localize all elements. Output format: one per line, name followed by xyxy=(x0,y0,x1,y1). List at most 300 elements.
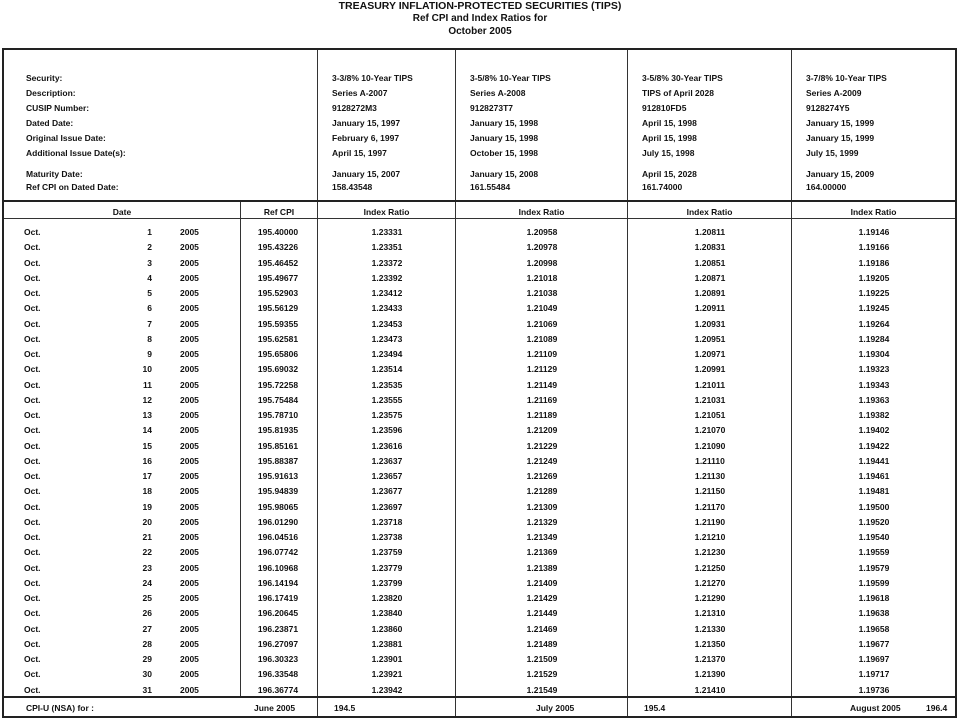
table-row xyxy=(4,286,955,301)
table-row xyxy=(4,500,955,515)
row-index-ratio-4: 1.19245 xyxy=(858,303,890,314)
row-year: 2005 xyxy=(180,272,199,283)
row-index-ratio-4: 1.19166 xyxy=(858,242,890,253)
row-index-ratio-2: 1.21089 xyxy=(526,333,558,344)
row-day: 4 xyxy=(147,272,152,283)
label-security: Security: xyxy=(26,73,63,83)
row-month: Oct. xyxy=(24,272,41,283)
row-ref-cpi: 196.36774 xyxy=(257,684,299,695)
row-index-ratio-2: 1.21169 xyxy=(526,394,558,405)
security-cusip: 9128273T7 xyxy=(470,103,514,113)
row-index-ratio-4: 1.19304 xyxy=(858,349,890,359)
row-index-ratio-1: 1.23535 xyxy=(371,379,403,390)
row-year: 2005 xyxy=(180,364,199,375)
security-dated-date: April 15, 1998 xyxy=(642,118,697,128)
security-maturity: January 15, 2009 xyxy=(806,169,875,179)
row-index-ratio-4: 1.19500 xyxy=(858,501,890,512)
footer-value-1: 194.5 xyxy=(334,703,356,713)
security-column-3 xyxy=(642,71,723,197)
security-original-issue: January 15, 1999 xyxy=(806,133,875,143)
row-index-ratio-3: 1.21090 xyxy=(694,440,726,451)
row-index-ratio-1: 1.23596 xyxy=(371,425,403,436)
row-ref-cpi: 195.88387 xyxy=(257,455,299,466)
label-ref-cpi-dated: Ref CPI on Dated Date: xyxy=(26,182,119,192)
label-additional-issue: Additional Issue Date(s): xyxy=(26,148,126,158)
row-index-ratio-4: 1.19658 xyxy=(858,623,890,634)
row-index-ratio-2: 1.21489 xyxy=(526,638,558,649)
row-index-ratio-2: 1.21229 xyxy=(526,440,558,451)
row-ref-cpi: 196.10968 xyxy=(257,562,299,573)
header-divider xyxy=(4,200,955,202)
row-index-ratio-2: 1.21069 xyxy=(526,318,558,329)
row-ref-cpi: 196.27097 xyxy=(257,638,299,649)
row-day: 26 xyxy=(142,608,152,619)
table-row xyxy=(4,362,955,377)
security-maturity: April 15, 2028 xyxy=(642,169,697,179)
row-index-ratio-1: 1.23942 xyxy=(371,684,403,695)
row-index-ratio-3: 1.21410 xyxy=(694,684,726,695)
row-index-ratio-2: 1.21289 xyxy=(526,486,558,497)
row-index-ratio-1: 1.23840 xyxy=(371,608,403,619)
row-month: Oct. xyxy=(24,394,41,405)
row-index-ratio-1: 1.23351 xyxy=(371,242,403,253)
row-month: Oct. xyxy=(24,516,41,527)
row-ref-cpi: 195.52903 xyxy=(257,288,299,298)
row-day: 12 xyxy=(142,394,152,405)
row-index-ratio-3: 1.21150 xyxy=(694,486,726,497)
row-index-ratio-4: 1.19618 xyxy=(858,593,890,603)
row-index-ratio-1: 1.23860 xyxy=(371,623,403,634)
row-index-ratio-1: 1.23392 xyxy=(371,272,403,283)
row-index-ratio-4: 1.19363 xyxy=(858,394,890,405)
row-ref-cpi: 196.04516 xyxy=(257,532,299,542)
row-month: Oct. xyxy=(24,318,41,329)
table-row xyxy=(4,454,955,469)
row-index-ratio-3: 1.21190 xyxy=(694,516,726,527)
row-ref-cpi: 195.43226 xyxy=(257,242,299,253)
row-day: 30 xyxy=(142,669,152,680)
footer-month-1: June 2005 xyxy=(254,703,296,713)
row-index-ratio-3: 1.21370 xyxy=(694,654,726,664)
row-day: 21 xyxy=(142,532,152,542)
row-index-ratio-2: 1.21429 xyxy=(526,593,558,603)
security-description: TIPS of April 2028 xyxy=(642,88,714,98)
row-ref-cpi: 195.46452 xyxy=(257,257,299,268)
row-year: 2005 xyxy=(180,425,199,436)
row-ref-cpi: 195.85161 xyxy=(257,440,299,451)
row-index-ratio-2: 1.21209 xyxy=(526,425,558,436)
table-row xyxy=(4,606,955,621)
row-index-ratio-2: 1.21038 xyxy=(526,288,558,298)
row-year: 2005 xyxy=(180,501,199,512)
row-index-ratio-2: 1.21269 xyxy=(526,471,558,481)
row-index-ratio-3: 1.21350 xyxy=(694,638,726,649)
table-row xyxy=(4,561,955,576)
footer-month-3: August 2005 xyxy=(850,703,901,713)
row-index-ratio-3: 1.21310 xyxy=(694,608,726,619)
security-description: Series A-2009 xyxy=(806,88,862,98)
row-ref-cpi: 195.91613 xyxy=(257,471,299,481)
row-day: 13 xyxy=(142,410,152,420)
row-index-ratio-3: 1.20851 xyxy=(694,257,726,268)
row-day: 1 xyxy=(147,227,152,237)
row-day: 18 xyxy=(142,486,152,497)
page-title: TREASURY INFLATION-PROTECTED SECURITIES (TIPS) xyxy=(338,0,622,12)
row-index-ratio-4: 1.19677 xyxy=(858,638,890,649)
row-index-ratio-3: 1.20971 xyxy=(694,349,726,359)
row-index-ratio-2: 1.21409 xyxy=(526,577,558,588)
row-index-ratio-3: 1.21011 xyxy=(694,379,726,390)
label-original-issue: Original Issue Date: xyxy=(26,133,106,143)
row-month: Oct. xyxy=(24,425,41,436)
column-header-index-ratio-3: Index Ratio xyxy=(686,207,733,217)
row-index-ratio-4: 1.19186 xyxy=(858,257,890,268)
row-index-ratio-4: 1.19717 xyxy=(858,669,890,680)
table-row xyxy=(4,332,955,347)
row-ref-cpi: 196.17419 xyxy=(257,593,299,603)
row-index-ratio-1: 1.23820 xyxy=(371,593,403,603)
row-index-ratio-3: 1.21270 xyxy=(694,577,726,588)
row-index-ratio-3: 1.21110 xyxy=(695,455,725,466)
row-index-ratio-2: 1.21149 xyxy=(526,379,558,390)
security-additional-issue: July 15, 1999 xyxy=(806,148,859,158)
row-month: Oct. xyxy=(24,684,41,695)
page-period: October 2005 xyxy=(448,26,512,37)
row-index-ratio-2: 1.20958 xyxy=(526,227,558,237)
row-index-ratio-4: 1.19264 xyxy=(858,318,890,329)
row-index-ratio-3: 1.20991 xyxy=(694,364,726,375)
row-year: 2005 xyxy=(180,471,199,481)
row-year: 2005 xyxy=(180,577,199,588)
row-day: 17 xyxy=(142,471,152,481)
security-ref-cpi: 161.74000 xyxy=(642,182,683,192)
row-day: 14 xyxy=(142,425,152,436)
row-index-ratio-4: 1.19540 xyxy=(858,532,890,542)
row-index-ratio-3: 1.21390 xyxy=(694,669,726,680)
table-row xyxy=(4,240,955,255)
table-row xyxy=(4,225,955,240)
row-year: 2005 xyxy=(180,486,199,497)
row-index-ratio-4: 1.19441 xyxy=(858,455,890,466)
row-index-ratio-3: 1.20911 xyxy=(694,303,726,314)
label-maturity: Maturity Date: xyxy=(26,169,83,179)
row-index-ratio-3: 1.20891 xyxy=(694,288,726,298)
row-index-ratio-4: 1.19205 xyxy=(858,272,890,283)
row-index-ratio-3: 1.21250 xyxy=(694,562,726,573)
row-index-ratio-2: 1.21349 xyxy=(526,532,558,542)
row-index-ratio-1: 1.23799 xyxy=(371,577,403,588)
column-header-date: Date xyxy=(112,207,132,217)
row-index-ratio-1: 1.23637 xyxy=(371,455,403,466)
row-ref-cpi: 195.65806 xyxy=(257,349,299,359)
row-index-ratio-4: 1.19343 xyxy=(858,379,890,390)
row-month: Oct. xyxy=(24,532,41,542)
row-year: 2005 xyxy=(180,288,199,298)
table-row xyxy=(4,347,955,362)
row-day: 7 xyxy=(147,318,152,329)
row-index-ratio-1: 1.23697 xyxy=(371,501,403,512)
row-index-ratio-1: 1.23616 xyxy=(371,440,403,451)
row-index-ratio-2: 1.21189 xyxy=(526,410,558,420)
row-index-ratio-4: 1.19382 xyxy=(858,410,890,420)
row-index-ratio-1: 1.23575 xyxy=(371,410,403,420)
row-day: 28 xyxy=(142,638,152,649)
row-month: Oct. xyxy=(24,547,41,558)
row-month: Oct. xyxy=(24,562,41,573)
row-index-ratio-4: 1.19599 xyxy=(858,577,890,588)
row-index-ratio-4: 1.19284 xyxy=(858,333,890,344)
row-index-ratio-1: 1.23372 xyxy=(371,257,403,268)
row-year: 2005 xyxy=(180,638,199,649)
table-row xyxy=(4,667,955,682)
row-index-ratio-1: 1.23433 xyxy=(371,303,403,314)
row-month: Oct. xyxy=(24,577,41,588)
row-index-ratio-1: 1.23901 xyxy=(371,654,403,664)
table-row xyxy=(4,637,955,652)
column-header-index-ratio-4: Index Ratio xyxy=(850,207,897,217)
row-month: Oct. xyxy=(24,455,41,466)
row-year: 2005 xyxy=(180,623,199,634)
row-index-ratio-1: 1.23331 xyxy=(371,227,403,237)
row-year: 2005 xyxy=(180,242,199,253)
row-ref-cpi: 195.62581 xyxy=(257,333,299,344)
row-index-ratio-1: 1.23921 xyxy=(371,669,403,680)
row-index-ratio-3: 1.21330 xyxy=(694,623,726,634)
security-dated-date: January 15, 1998 xyxy=(470,118,539,128)
security-maturity: January 15, 2008 xyxy=(470,169,539,179)
row-month: Oct. xyxy=(24,364,41,375)
table-row xyxy=(4,301,955,316)
label-cusip: CUSIP Number: xyxy=(26,103,90,113)
table-row xyxy=(4,683,955,698)
row-index-ratio-2: 1.20998 xyxy=(526,257,558,268)
row-day: 22 xyxy=(142,547,152,558)
row-year: 2005 xyxy=(180,227,199,237)
security-cusip: 9128272M3 xyxy=(332,103,377,113)
row-index-ratio-4: 1.19481 xyxy=(858,486,890,497)
row-index-ratio-4: 1.19461 xyxy=(858,471,890,481)
row-index-ratio-2: 1.21469 xyxy=(526,623,558,634)
row-year: 2005 xyxy=(180,593,199,603)
row-index-ratio-2: 1.21549 xyxy=(526,684,558,695)
row-month: Oct. xyxy=(24,303,41,314)
table-row xyxy=(4,469,955,484)
security-name: 3-3/8% 10-Year TIPS xyxy=(332,73,413,83)
row-ref-cpi: 195.56129 xyxy=(257,303,299,314)
row-index-ratio-1: 1.23555 xyxy=(371,394,403,405)
row-index-ratio-2: 1.21129 xyxy=(526,364,558,375)
security-labels xyxy=(26,71,126,197)
row-year: 2005 xyxy=(180,684,199,695)
row-day: 5 xyxy=(147,288,152,298)
row-day: 20 xyxy=(142,516,152,527)
row-month: Oct. xyxy=(24,379,41,390)
table-row xyxy=(4,423,955,438)
row-month: Oct. xyxy=(24,242,41,253)
row-index-ratio-3: 1.21170 xyxy=(694,501,726,512)
row-index-ratio-1: 1.23453 xyxy=(371,318,403,329)
table-row xyxy=(4,591,955,606)
row-day: 2 xyxy=(147,242,152,253)
security-cusip: 9128274Y5 xyxy=(806,103,850,113)
label-description: Description: xyxy=(26,88,76,98)
row-year: 2005 xyxy=(180,608,199,619)
row-index-ratio-3: 1.21130 xyxy=(694,471,726,481)
row-index-ratio-2: 1.20978 xyxy=(526,242,558,253)
cpi-footer xyxy=(4,700,955,716)
security-ref-cpi: 161.55484 xyxy=(470,182,511,192)
row-ref-cpi: 195.98065 xyxy=(257,501,299,512)
row-index-ratio-3: 1.20831 xyxy=(694,242,726,253)
row-index-ratio-1: 1.23881 xyxy=(371,638,403,649)
security-name: 3-5/8% 30-Year TIPS xyxy=(642,73,723,83)
security-additional-issue: October 15, 1998 xyxy=(470,148,539,158)
table-row xyxy=(4,393,955,408)
row-month: Oct. xyxy=(24,333,41,344)
row-month: Oct. xyxy=(24,257,41,268)
table-row xyxy=(4,622,955,637)
row-year: 2005 xyxy=(180,379,199,390)
table-row xyxy=(4,545,955,560)
column-header-index-ratio-1: Index Ratio xyxy=(363,207,410,217)
row-month: Oct. xyxy=(24,440,41,451)
security-additional-issue: July 15, 1998 xyxy=(642,148,695,158)
table-row xyxy=(4,530,955,545)
row-ref-cpi: 195.94839 xyxy=(257,486,299,497)
row-year: 2005 xyxy=(180,532,199,542)
row-ref-cpi: 195.81935 xyxy=(257,425,299,436)
row-day: 31 xyxy=(142,684,152,695)
table-row xyxy=(4,484,955,499)
row-index-ratio-4: 1.19638 xyxy=(858,608,890,619)
row-index-ratio-1: 1.23718 xyxy=(371,516,403,527)
row-index-ratio-4: 1.19697 xyxy=(858,654,890,664)
row-day: 3 xyxy=(147,257,152,268)
table-row xyxy=(4,515,955,530)
row-index-ratio-1: 1.23514 xyxy=(371,364,403,375)
row-month: Oct. xyxy=(24,349,41,359)
column-header-divider xyxy=(4,218,955,219)
row-year: 2005 xyxy=(180,257,199,268)
row-index-ratio-3: 1.21070 xyxy=(694,425,726,436)
table-row xyxy=(4,317,955,332)
row-ref-cpi: 196.01290 xyxy=(257,516,299,527)
row-index-ratio-2: 1.21049 xyxy=(526,303,558,314)
row-index-ratio-3: 1.21230 xyxy=(694,547,726,558)
row-index-ratio-4: 1.19225 xyxy=(858,288,890,298)
row-index-ratio-2: 1.21249 xyxy=(526,455,558,466)
security-name: 3-7/8% 10-Year TIPS xyxy=(806,73,887,83)
footer-value-2: 195.4 xyxy=(644,703,666,713)
row-ref-cpi: 195.78710 xyxy=(257,410,299,420)
footer-value-3: 196.4 xyxy=(926,703,948,713)
row-year: 2005 xyxy=(180,333,199,344)
row-index-ratio-1: 1.23412 xyxy=(371,288,403,298)
tips-table xyxy=(2,48,957,718)
row-day: 23 xyxy=(142,562,152,573)
row-year: 2005 xyxy=(180,669,199,680)
table-row xyxy=(4,271,955,286)
row-index-ratio-1: 1.23738 xyxy=(371,532,403,542)
security-original-issue: January 15, 1998 xyxy=(470,133,539,143)
row-index-ratio-4: 1.19146 xyxy=(858,227,890,237)
row-index-ratio-3: 1.20871 xyxy=(694,272,726,283)
security-description: Series A-2008 xyxy=(470,88,526,98)
row-year: 2005 xyxy=(180,349,199,359)
row-ref-cpi: 196.30323 xyxy=(257,654,299,664)
row-index-ratio-1: 1.23657 xyxy=(371,471,403,481)
table-row xyxy=(4,378,955,393)
row-day: 27 xyxy=(142,623,152,634)
table-row xyxy=(4,652,955,667)
row-day: 8 xyxy=(147,333,152,344)
row-day: 24 xyxy=(142,577,152,588)
footer-label: CPI-U (NSA) for : xyxy=(26,703,94,713)
row-day: 10 xyxy=(142,364,152,375)
row-ref-cpi: 195.72258 xyxy=(257,379,299,390)
row-index-ratio-2: 1.21449 xyxy=(526,608,558,619)
row-index-ratio-1: 1.23677 xyxy=(371,486,403,497)
row-index-ratio-1: 1.23473 xyxy=(371,333,403,344)
row-index-ratio-3: 1.20811 xyxy=(694,227,726,237)
row-index-ratio-4: 1.19520 xyxy=(858,516,890,527)
security-column-1 xyxy=(332,71,413,197)
column-header-ref-cpi: Ref CPI xyxy=(263,207,295,217)
row-index-ratio-1: 1.23494 xyxy=(371,349,403,359)
row-index-ratio-3: 1.21031 xyxy=(694,394,726,405)
row-day: 16 xyxy=(142,455,152,466)
security-dated-date: January 15, 1999 xyxy=(806,118,875,128)
row-year: 2005 xyxy=(180,562,199,573)
row-ref-cpi: 195.75484 xyxy=(257,394,299,405)
security-description: Series A-2007 xyxy=(332,88,388,98)
row-year: 2005 xyxy=(180,547,199,558)
row-month: Oct. xyxy=(24,288,41,298)
row-ref-cpi: 195.69032 xyxy=(257,364,299,375)
row-day: 29 xyxy=(142,654,152,664)
row-index-ratio-2: 1.21369 xyxy=(526,547,558,558)
row-year: 2005 xyxy=(180,394,199,405)
row-index-ratio-3: 1.21051 xyxy=(694,410,726,420)
table-row xyxy=(4,408,955,423)
row-index-ratio-4: 1.19402 xyxy=(858,425,890,436)
row-index-ratio-4: 1.19559 xyxy=(858,547,890,558)
row-ref-cpi: 195.49677 xyxy=(257,272,299,283)
row-index-ratio-3: 1.20931 xyxy=(694,318,726,329)
security-dated-date: January 15, 1997 xyxy=(332,118,401,128)
row-year: 2005 xyxy=(180,303,199,314)
security-original-issue: February 6, 1997 xyxy=(332,133,400,143)
row-day: 9 xyxy=(147,349,152,359)
security-maturity: January 15, 2007 xyxy=(332,169,401,179)
row-month: Oct. xyxy=(24,654,41,664)
row-day: 25 xyxy=(142,593,152,603)
security-column-4 xyxy=(806,71,887,197)
row-index-ratio-3: 1.20951 xyxy=(694,333,726,344)
label-dated-date: Dated Date: xyxy=(26,118,74,128)
row-index-ratio-2: 1.21329 xyxy=(526,516,558,527)
row-ref-cpi: 196.07742 xyxy=(257,547,299,558)
row-year: 2005 xyxy=(180,440,199,451)
row-day: 6 xyxy=(147,303,152,314)
row-month: Oct. xyxy=(24,593,41,603)
security-original-issue: April 15, 1998 xyxy=(642,133,697,143)
row-month: Oct. xyxy=(24,410,41,420)
row-year: 2005 xyxy=(180,654,199,664)
row-index-ratio-4: 1.19323 xyxy=(858,364,890,375)
page-subtitle: Ref CPI and Index Ratios for xyxy=(412,13,548,24)
row-month: Oct. xyxy=(24,608,41,619)
